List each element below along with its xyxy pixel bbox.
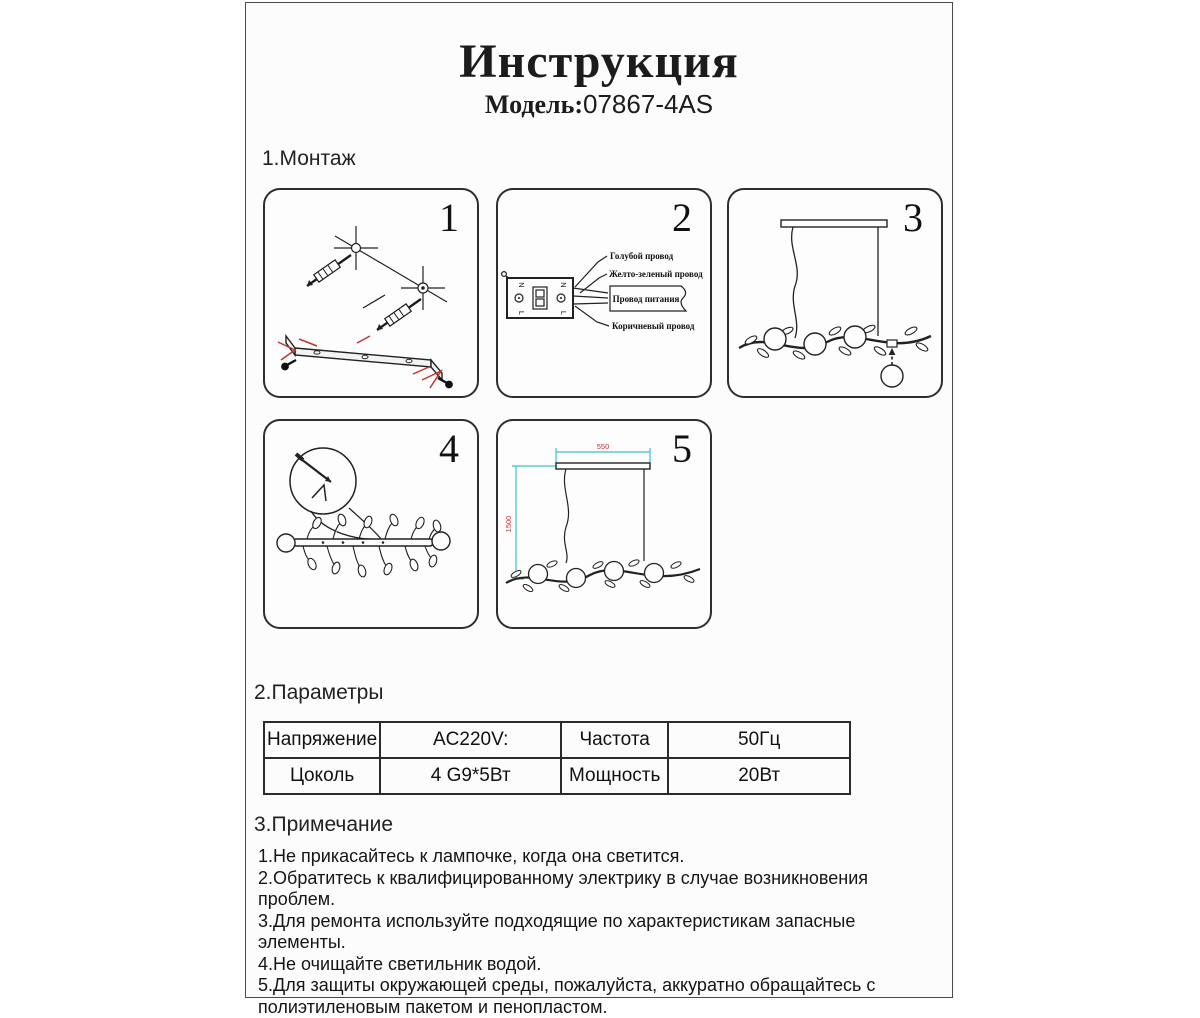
param-value: 50Гц <box>668 722 850 758</box>
param-value: 4 G9*5Вт <box>380 758 561 794</box>
step-number: 2 <box>672 195 692 240</box>
note-item: 1.Не прикасайтесь к лампочке, когда она светится. <box>258 846 685 866</box>
bulbs <box>764 326 866 355</box>
step-number: 5 <box>672 426 692 471</box>
montage-step-5-panel <box>496 419 712 629</box>
terminal-l-label: L <box>559 310 568 316</box>
power-cord-label: Провод питания <box>612 294 680 304</box>
montage-step-3-panel <box>727 188 943 398</box>
param-name: Цоколь <box>264 758 380 794</box>
suspension-cable <box>792 227 798 338</box>
step-number: 1 <box>439 195 459 240</box>
note-item: 5.Для защиты окружающей среды, пожалуйста, аккуратно обращайтесь с полиэтиленовым пакетом и пенопластом. <box>258 975 876 1017</box>
brown-wire-label: Коричневый провод <box>612 321 695 331</box>
table-row <box>264 758 850 794</box>
param-value: 20Вт <box>668 758 850 794</box>
yellow-green-wire-label: Желто-зеленый провод <box>609 269 703 279</box>
model-label: Модель: <box>484 90 584 120</box>
montage-step-2-panel <box>496 188 712 398</box>
ceiling-plate-icon <box>781 220 887 227</box>
ceiling-plate-icon <box>556 463 650 469</box>
montage-step-1-panel <box>263 188 479 398</box>
table-row <box>264 722 850 758</box>
terminal-n-label: N <box>559 282 568 288</box>
montage-step-4-panel <box>263 419 479 629</box>
note-item: 2.Обратитесь к квалифицированному электрику в случае возникновения проблем. <box>258 867 869 909</box>
model-number: 07867-4AS <box>583 89 714 120</box>
wall-anchor-icon <box>307 255 351 286</box>
branch-top-view <box>277 532 450 552</box>
notes-list <box>258 846 908 1018</box>
section-heading-parameters: 2.Параметры <box>254 681 384 704</box>
wall-anchor-icon <box>377 299 421 330</box>
suspension-cable <box>564 469 568 563</box>
param-name: Мощность <box>561 758 668 794</box>
bulb-insertion-icon <box>881 340 903 387</box>
model-line <box>246 89 952 120</box>
terminal-n-label: N <box>517 282 526 288</box>
param-name: Частота <box>561 722 668 758</box>
step-number: 4 <box>439 426 459 471</box>
note-item: 4.Не очищайте светильник водой. <box>258 953 542 974</box>
page-title: Инструкция <box>459 35 739 88</box>
drop-dimension-label: 1500 <box>504 515 513 533</box>
section-heading-montage: 1.Монтаж <box>262 147 356 170</box>
note-item: 3.Для ремонта используйте подходящие по характеристикам запасные элементы. <box>258 910 856 952</box>
blue-wire-label: Голубой провод <box>610 251 674 261</box>
parameters-table <box>263 721 851 795</box>
step-number: 3 <box>903 195 923 240</box>
param-name: Напряжение <box>264 722 380 758</box>
instruction-sheet <box>245 2 953 1017</box>
terminal-l-label: L <box>517 310 526 316</box>
width-dimension-label: 550 <box>596 442 610 451</box>
param-value: AC220V: <box>380 722 561 758</box>
section-heading-notes: 3.Примечание <box>254 813 394 836</box>
